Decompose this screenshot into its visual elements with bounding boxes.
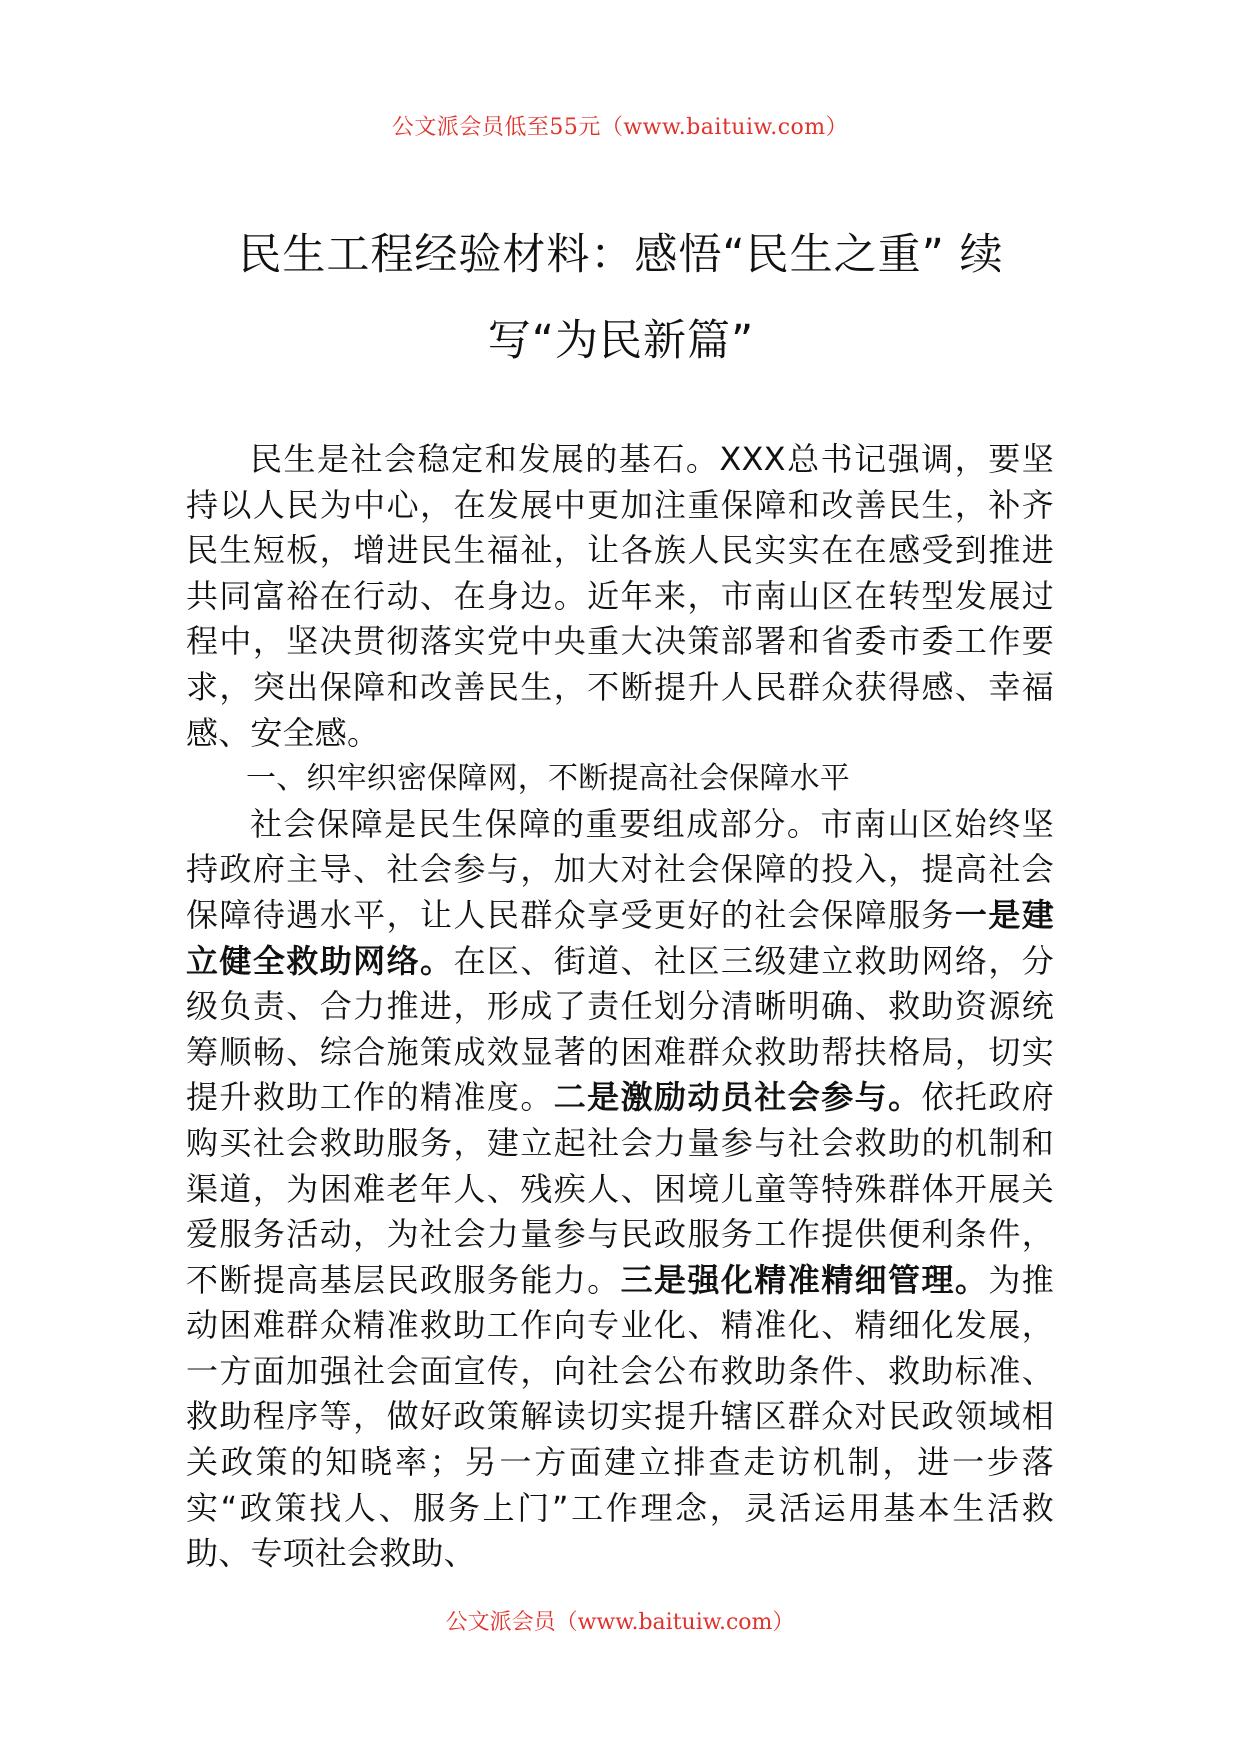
emphasis-point-1: 一是建立健全救助网络。 [186, 895, 1054, 980]
emphasis-point-2: 二是激励动员社会参与。 [553, 1078, 922, 1117]
point-3-text: 为推动困难群众精准救助工作向专业化、精准化、精细化发展，一方面加强社会面宣传，向社会公布救助条件、救助标准、救助程序等，做好政策解读切实提升辖区群众对民政领域相关政策的知晓率；另一方面建立排查走访机制，进一步落实“政策找人、服务上门”工作理念，灵活运用基本生活救助、专项社会救助、 [186, 1260, 1054, 1573]
point-1-text: 在区、街道、社区三级建立救助网络，分级负责、合力推进，形成了责任划分清晰明确、救助资源统筹顺畅、综合施策成效显著的困难群众救助帮扶格局，切实提升救助工作的精准度。 [186, 941, 1054, 1117]
paragraph-intro: 民生是社会稳定和发展的基石。XXX总书记强调，要坚持以人民为中心，在发展中更加注重保障和改善民生，补齐民生短板，增进民生福祉，让各族人民实实在在感受到推进共同富裕在行动、在身边。近年来，市南山区在转型发展过程中，坚决贯彻落实党中央重大决策部署和省委市委工作要求，突出保障和改善民生，不断提升人民群众获得感、幸福感、安全感。 [186, 440, 1054, 752]
title-line-2: 写“为民新篇” [487, 316, 755, 366]
header-watermark: 公文派会员低至55元（www.baituiw.com） [391, 115, 849, 140]
section-heading-1: 一、织牢织密保障网，不断提高社会保障水平 [246, 761, 850, 797]
footer-watermark: 公文派会员（www.baituiw.com） [445, 1610, 795, 1635]
paragraph-lead: 社会保障是民生保障的重要组成部分。市南山区始终坚持政府主导、社会参与，加大对社会保障的投入，提高社会保障待遇水平，让人民群众享受更好的社会保障服务 [186, 804, 1054, 934]
document-body [186, 437, 1054, 1577]
title-line-1: 民生工程经验材料：感悟“民生之重” 续 [238, 230, 1004, 280]
document-title [186, 212, 1056, 384]
point-2-text: 依托政府购买社会救助服务，建立起社会力量参与社会救助的机制和渠道，为困难老年人、残疾人、困境儿童等特殊群体开展关爱服务活动，为社会力量参与民政服务工作提供便利条件，不断提高基层民政服务能力。 [186, 1078, 1054, 1299]
emphasis-point-3: 三是强化精准精细管理。 [620, 1260, 989, 1299]
paragraph-social-security [186, 802, 1054, 1577]
